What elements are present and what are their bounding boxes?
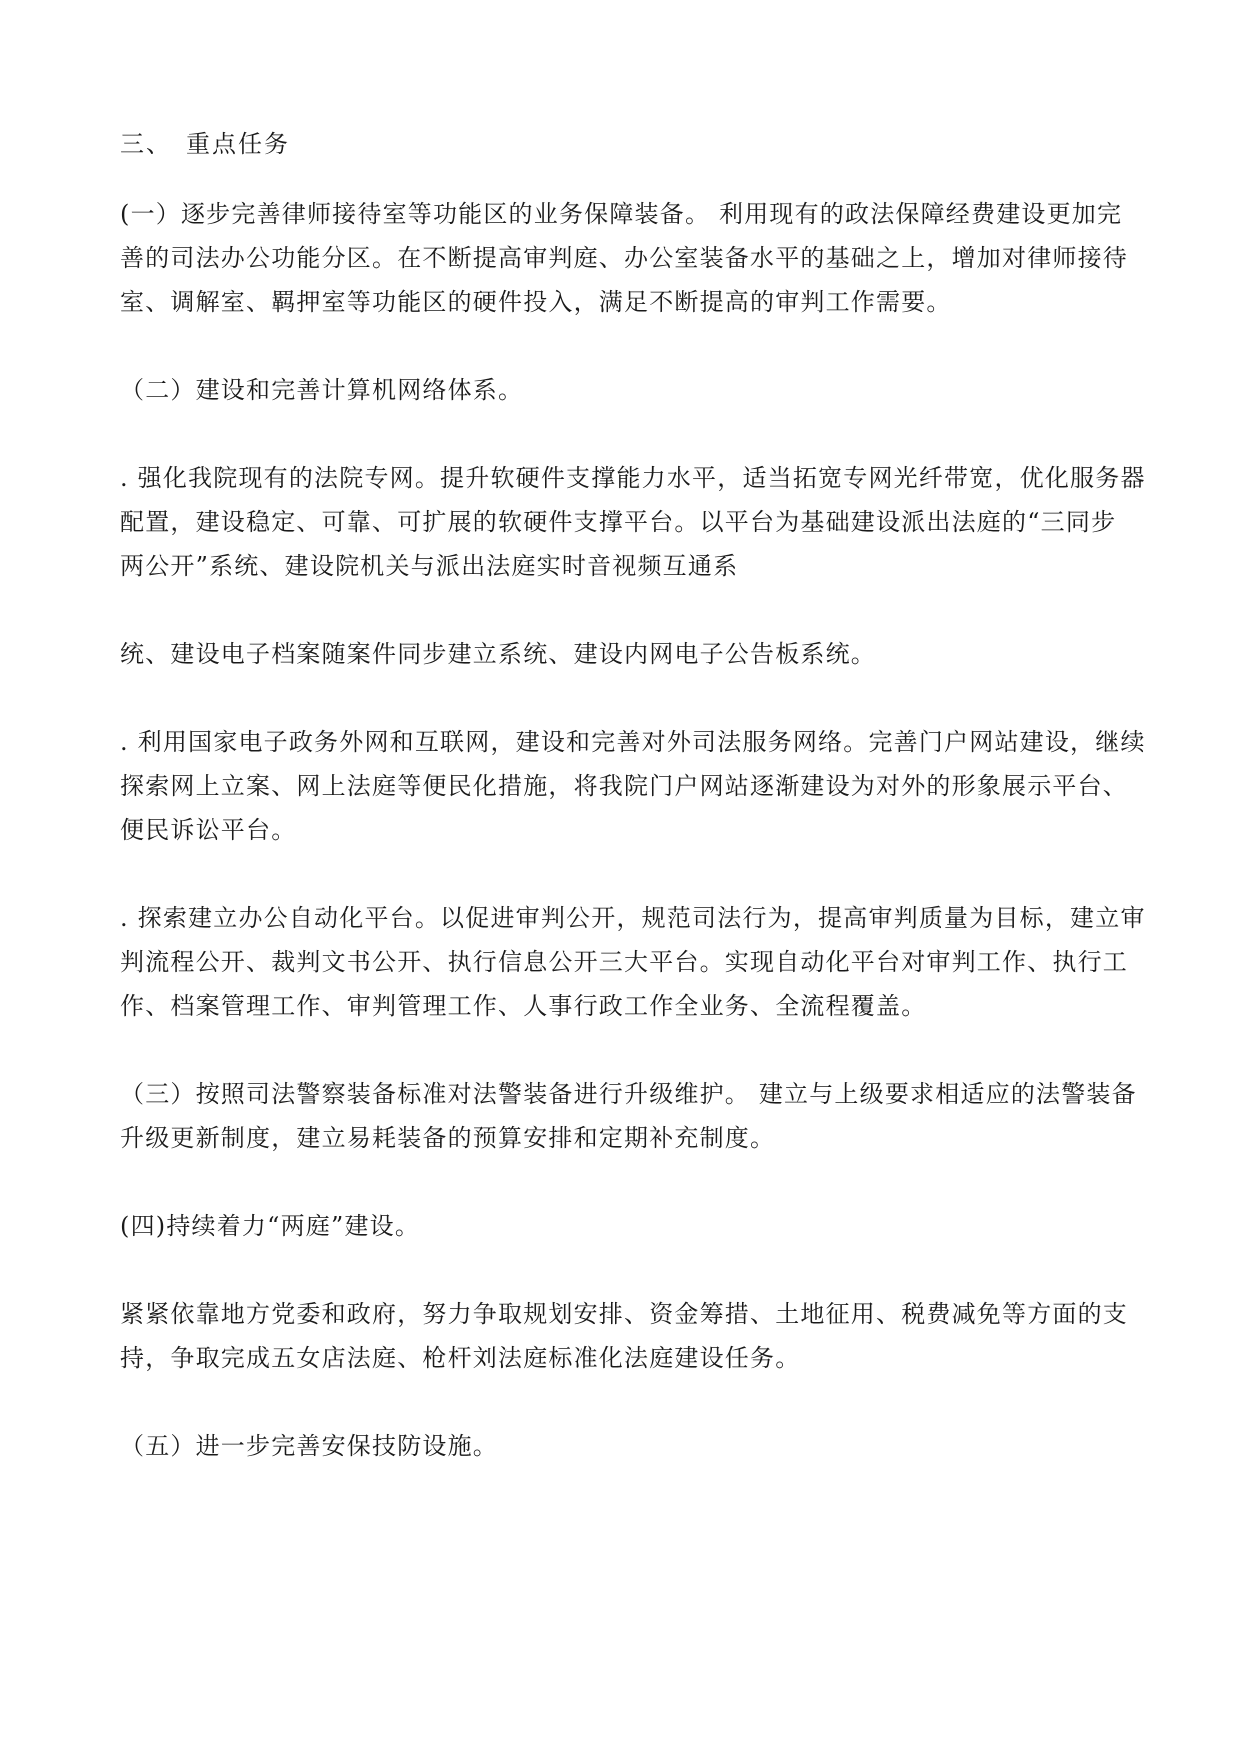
paragraph-7-line-1: 紧紧依靠地方党委和政府，努力争取规划安排、资金筹措、土地征用、税费减免等方面的支 bbox=[120, 1300, 1128, 1328]
section-heading: 三、 重点任务 bbox=[120, 130, 290, 158]
paragraph-5-line-1: . 探索建立办公自动化平台。以促进审判公开，规范司法行为，提高审判质量为目标，建立审 bbox=[120, 904, 1146, 932]
paragraph-6-line-1: （三）按照司法警察装备标准对法警装备进行升级维护。 建立与上级要求相适应的法警装备 bbox=[120, 1080, 1137, 1108]
paragraph-2-line-3: 两公开”系统、建设院机关与派出法庭实时音视频互通系 bbox=[120, 552, 739, 580]
paragraph-3: 统、建设电子档案随案件同步建立系统、建设内网电子公告板系统。 bbox=[120, 640, 876, 668]
paragraph-4-line-1: . 利用国家电子政务外网和互联网，建设和完善对外司法服务网络。完善门户网站建设，继续 bbox=[120, 728, 1146, 756]
paragraph-2-line-2: 配置，建设稳定、可靠、可扩展的软硬件支撑平台。以平台为基础建设派出法庭的“三同步 bbox=[120, 508, 1117, 536]
paragraph-1-line-2: 善的司法办公功能分区。在不断提高审判庭、办公室装备水平的基础之上，增加对律师接待 bbox=[120, 244, 1128, 272]
subheading-2: （二）建设和完善计算机网络体系。 bbox=[120, 376, 524, 404]
paragraph-4-line-2: 探索网上立案、网上法庭等便民化措施，将我院门户网站逐渐建设为对外的形象展示平台、 bbox=[120, 772, 1128, 800]
paragraph-7-line-2: 持，争取完成五女店法庭、枪杆刘法庭标准化法庭建设任务。 bbox=[120, 1344, 801, 1372]
paragraph-2-line-1: . 强化我院现有的法院专网。提升软硬件支撑能力水平，适当拓宽专网光纤带宽，优化服务器 bbox=[120, 464, 1146, 492]
paragraph-1-line-1: (一）逐步完善律师接待室等功能区的业务保障装备。 利用现有的政法保障经费建设更加完 bbox=[120, 200, 1123, 228]
subheading-4: (四)持续着力“两庭”建设。 bbox=[120, 1212, 421, 1240]
subheading-5: （五）进一步完善安保技防设施。 bbox=[120, 1432, 498, 1460]
paragraph-5-line-2: 判流程公开、裁判文书公开、执行信息公开三大平台。实现自动化平台对审判工作、执行工 bbox=[120, 948, 1128, 976]
paragraph-1-line-3: 室、调解室、羁押室等功能区的硬件投入，满足不断提高的审判工作需要。 bbox=[120, 288, 952, 316]
paragraph-5-line-3: 作、档案管理工作、审判管理工作、人事行政工作全业务、全流程覆盖。 bbox=[120, 992, 927, 1020]
paragraph-4-line-3: 便民诉讼平台。 bbox=[120, 816, 297, 844]
paragraph-6-line-2: 升级更新制度，建立易耗装备的预算安排和定期补充制度。 bbox=[120, 1124, 776, 1152]
